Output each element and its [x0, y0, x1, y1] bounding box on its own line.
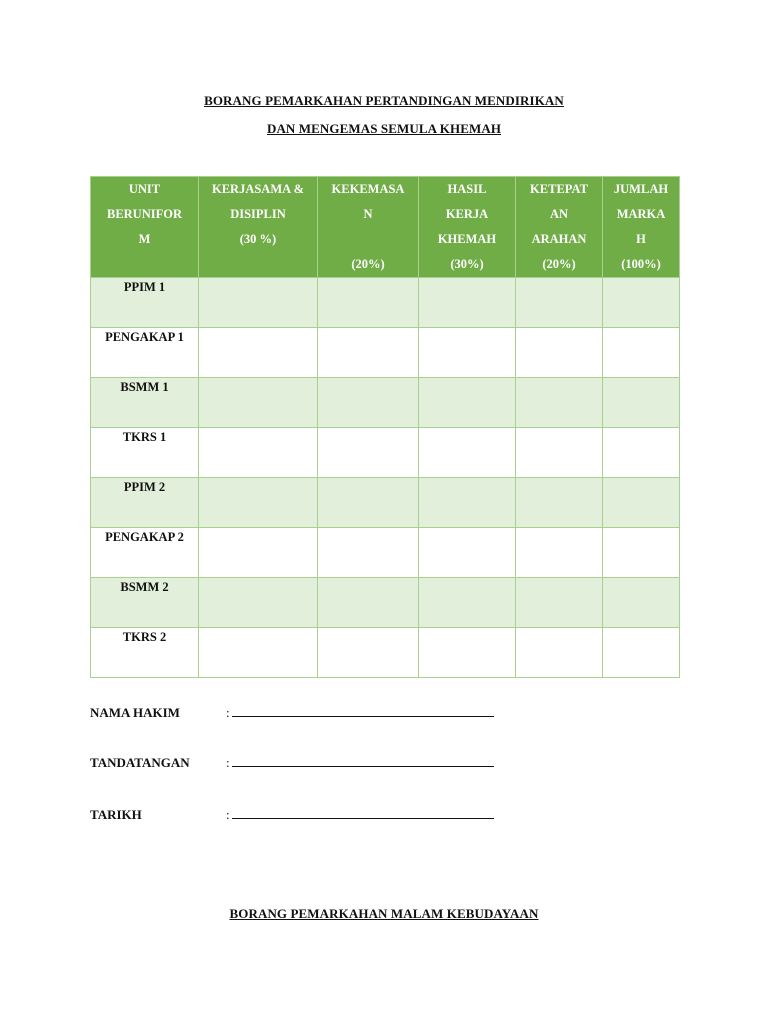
form-title-line-1: BORANG PEMARKAHAN PERTANDINGAN MENDIRIKAN — [204, 93, 564, 108]
column-header — [318, 177, 419, 278]
table-row — [91, 428, 680, 478]
column-header — [419, 177, 516, 278]
header-row — [91, 177, 680, 278]
score-cell[interactable] — [318, 378, 419, 428]
colon: : — [226, 807, 230, 822]
unit-name-cell: TKRS 1 — [91, 428, 199, 478]
column-header — [516, 177, 603, 278]
table-row — [91, 528, 680, 578]
score-cell[interactable] — [516, 278, 603, 328]
score-cell[interactable] — [419, 428, 516, 478]
column-header-line: BERUNIFOR — [106, 207, 182, 221]
score-cell[interactable] — [419, 478, 516, 528]
score-cell[interactable] — [516, 378, 603, 428]
column-header-line: KHEMAH — [437, 232, 497, 246]
score-cell[interactable] — [419, 628, 516, 678]
table-row — [91, 378, 680, 428]
unit-name-cell: PENGAKAP 2 — [91, 528, 199, 578]
column-header — [199, 177, 318, 278]
column-header-line: H — [636, 232, 646, 246]
score-cell[interactable] — [199, 428, 318, 478]
score-cell[interactable] — [603, 278, 680, 328]
column-header-line — [201, 252, 315, 277]
score-cell[interactable] — [603, 428, 680, 478]
score-cell[interactable] — [318, 528, 419, 578]
judge-name-field — [90, 703, 494, 721]
table-row — [91, 578, 680, 628]
score-cell[interactable] — [516, 478, 603, 528]
column-header — [603, 177, 680, 278]
score-cell[interactable] — [516, 428, 603, 478]
score-cell[interactable] — [199, 578, 318, 628]
judge-name-line[interactable] — [232, 703, 494, 717]
column-header-line: M — [138, 232, 151, 246]
table-row — [91, 478, 680, 528]
score-cell[interactable] — [318, 278, 419, 328]
column-header-line: JUMLAH — [613, 182, 669, 196]
judge-name-label: NAMA HAKIM — [90, 705, 180, 720]
column-header-line: (100%) — [621, 257, 661, 271]
unit-name-cell: BSMM 1 — [91, 378, 199, 428]
colon: : — [226, 705, 230, 720]
column-header-line: DISIPLIN — [230, 207, 286, 221]
score-cell[interactable] — [603, 328, 680, 378]
column-header-line: (30%) — [450, 257, 484, 271]
score-cell[interactable] — [516, 628, 603, 678]
score-cell[interactable] — [199, 478, 318, 528]
date-line[interactable] — [232, 805, 494, 819]
form-title-bottom: BORANG PEMARKAHAN MALAM KEBUDAYAAN — [229, 906, 539, 921]
table-row — [91, 278, 680, 328]
column-header-line: ARAHAN — [531, 232, 587, 246]
score-cell[interactable] — [199, 378, 318, 428]
column-header-line: HASIL — [447, 182, 487, 196]
score-cell[interactable] — [419, 378, 516, 428]
column-header-line — [320, 227, 416, 252]
unit-name-cell: PPIM 1 — [91, 278, 199, 328]
score-cell[interactable] — [318, 578, 419, 628]
score-cell[interactable] — [516, 328, 603, 378]
column-header-line: KEKEMASA — [331, 182, 405, 196]
form-title-line-2: DAN MENGEMAS SEMULA KHEMAH — [266, 121, 502, 136]
signature-line[interactable] — [232, 753, 494, 767]
score-cell[interactable] — [516, 578, 603, 628]
score-cell[interactable] — [419, 528, 516, 578]
unit-name-cell: PENGAKAP 1 — [91, 328, 199, 378]
column-header-line: (30 %) — [239, 232, 277, 246]
score-cell[interactable] — [318, 628, 419, 678]
column-header-line: AN — [549, 207, 569, 221]
score-cell[interactable] — [318, 478, 419, 528]
column-header-line: MARKA — [616, 207, 666, 221]
date-field — [90, 805, 494, 823]
score-cell[interactable] — [603, 528, 680, 578]
column-header-line: KERJA — [445, 207, 489, 221]
score-cell[interactable] — [516, 528, 603, 578]
score-cell[interactable] — [419, 578, 516, 628]
score-cell[interactable] — [419, 328, 516, 378]
column-header-line — [93, 252, 196, 277]
score-cell[interactable] — [603, 378, 680, 428]
score-cell[interactable] — [199, 278, 318, 328]
colon: : — [226, 755, 230, 770]
column-header-line: (20%) — [542, 257, 576, 271]
unit-name-cell: TKRS 2 — [91, 628, 199, 678]
column-header — [91, 177, 199, 278]
table-row — [91, 328, 680, 378]
column-header-line: (20%) — [351, 257, 385, 271]
signature-field — [90, 753, 494, 771]
score-cell[interactable] — [318, 328, 419, 378]
table-row — [91, 628, 680, 678]
column-header-line: KERJASAMA & — [211, 182, 305, 196]
scoring-table — [90, 176, 680, 678]
column-header-line: KETEPAT — [530, 182, 588, 196]
date-label: TARIKH — [90, 807, 142, 822]
score-cell[interactable] — [603, 478, 680, 528]
column-header-line: UNIT — [128, 182, 161, 196]
unit-name-cell: BSMM 2 — [91, 578, 199, 628]
unit-name-cell: PPIM 2 — [91, 478, 199, 528]
column-header-line: N — [363, 207, 373, 221]
table-body — [91, 278, 680, 678]
score-cell[interactable] — [603, 628, 680, 678]
score-cell[interactable] — [318, 428, 419, 478]
score-cell[interactable] — [199, 528, 318, 578]
score-cell[interactable] — [199, 628, 318, 678]
signature-label: TANDATANGAN — [90, 755, 190, 770]
score-cell[interactable] — [603, 578, 680, 628]
score-cell[interactable] — [199, 328, 318, 378]
score-cell[interactable] — [419, 278, 516, 328]
